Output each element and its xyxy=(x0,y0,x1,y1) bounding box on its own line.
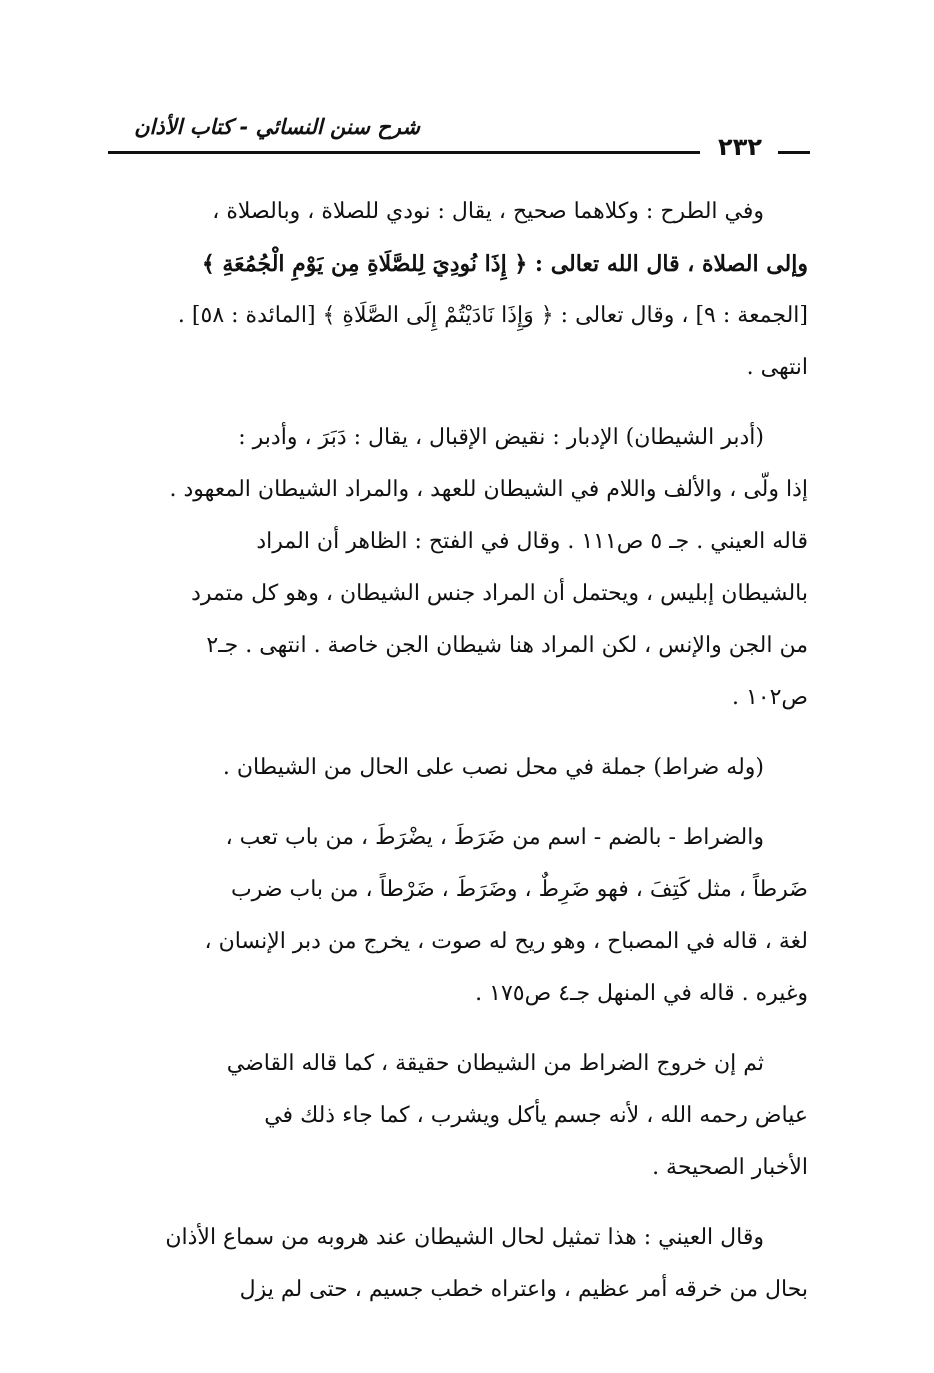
paragraph-2 xyxy=(108,412,808,724)
text-line: وغيره . قاله في المنهل جـ٤ ص١٧٥ . xyxy=(475,981,808,1006)
text-line: وإلى الصلاة ، قال الله تعالى : ﴿ إِذَا نُودِيَ لِلصَّلَاةِ مِن يَوْمِ الْجُمُعَةِ ﴾ xyxy=(201,251,808,277)
page-number: ٢٣٢ xyxy=(718,133,762,161)
text-line: لغة ، قاله في المصباح ، وهو ريح له صوت ، يخرج من دبر الإنسان ، xyxy=(204,929,808,954)
text-line: (أدبر الشيطان) الإدبار : نقيض الإقبال ، يقال : دَبَرَ ، وأدبر : xyxy=(238,425,764,450)
paragraph-4 xyxy=(108,812,808,1020)
page-header xyxy=(100,105,820,165)
text-line: وقال العيني : هذا تمثيل لحال الشيطان عند هروبه من سماع الأذان xyxy=(165,1225,764,1250)
text-line: والضراط - بالضم - اسم من ضَرَطَ ، يضْرَطَ ، من باب تعب ، xyxy=(225,825,764,850)
text-line: من الجن والإنس ، لكن المراد هنا شيطان الجن خاصة . انتهى . جـ٢ xyxy=(206,633,808,658)
text-line: إذا ولّى ، والألف واللام في الشيطان للعهد ، والمراد الشيطان المعهود . xyxy=(169,477,808,502)
text-line: الأخبار الصحيحة . xyxy=(652,1155,808,1180)
text-line: بحال من خرقه أمر عظيم ، واعتراه خطب جسيم ، حتى لم يزل xyxy=(239,1277,808,1302)
text-line: ص١٠٢ . xyxy=(731,685,808,710)
paragraph-5 xyxy=(108,1038,808,1194)
text-line: ثم إن خروج الضراط من الشيطان حقيقة ، كما قاله القاضي xyxy=(226,1051,764,1076)
header-rule-short xyxy=(778,151,810,154)
page-body xyxy=(108,186,808,1316)
text-line: (وله ضراط) جملة في محل نصب على الحال من الشيطان . xyxy=(222,755,764,780)
paragraph-6 xyxy=(108,1212,808,1316)
running-title: شرح سنن النسائي - كتاب الأذان xyxy=(134,115,420,139)
text-line: عياض رحمه الله ، لأنه جسم يأكل ويشرب ، كما جاء ذلك في xyxy=(264,1103,808,1128)
text-line: [الجمعة : ٩] ، وقال تعالى : ﴿ وَإِذَا نَادَيْتُمْ إِلَى الصَّلَاةِ ﴾ [المائدة : ٥٨] . xyxy=(177,303,808,328)
header-rule xyxy=(108,151,700,154)
text-line: انتهى . xyxy=(746,355,808,380)
text-line: قاله العيني . جـ ٥ ص١١١ . وقال في الفتح : الظاهر أن المراد xyxy=(256,529,808,554)
text-line: وفي الطرح : وكلاهما صحيح ، يقال : نودي للصلاة ، وبالصلاة ، xyxy=(212,199,764,224)
text-line: بالشيطان إبليس ، ويحتمل أن المراد جنس الشيطان ، وهو كل متمرد xyxy=(191,581,808,606)
paragraph-3 xyxy=(108,742,808,794)
paragraph-1 xyxy=(108,186,808,394)
text-line: ضَرطاً ، مثل كَتِفَ ، فهو ضَرِطٌ ، وضَرَطَ ، ضَرْطاً ، من باب ضرب xyxy=(230,877,808,902)
